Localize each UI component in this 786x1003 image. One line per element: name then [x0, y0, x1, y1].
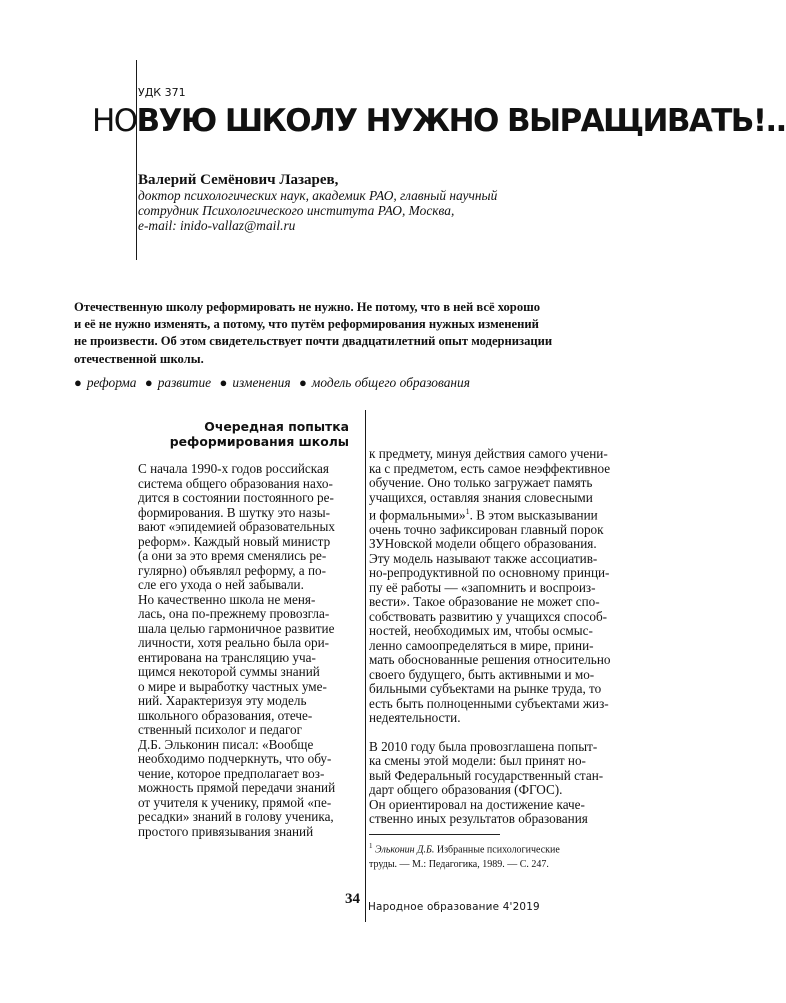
text-line: сле его ухода о ней забывали. — [138, 577, 304, 592]
text-line: к предмету, минуя действия самого учени- — [369, 446, 608, 461]
text-line: Эту модель называют также ассоциатив- — [369, 550, 598, 566]
text-line: Но качественно школа не меня- — [138, 591, 316, 607]
affiliation-line: доктор психологических наук, академик РАО, главный научный — [138, 188, 498, 203]
text-line: можность прямой передачи знаний — [138, 780, 336, 795]
footnote-ref: 1 — [465, 507, 470, 516]
keyword: модель общего образования — [311, 375, 470, 390]
text-line: ентирована на трансляцию уча- — [138, 649, 316, 665]
affiliation-line: сотрудник Психологического института РАО, Москва, — [138, 203, 455, 219]
abstract-line: не произвести. Об этом свидетельствует почти двадцатилетний опыт модернизации — [74, 334, 553, 349]
text-line: Д.Б. Эльконин писал: «Вообще — [138, 736, 314, 752]
text-line: ний. Характеризуя эту модель — [138, 693, 307, 708]
keyword: развитие — [157, 375, 212, 390]
text-line: но-репродуктивной по основному принци- — [369, 565, 610, 581]
footnote-marker: 1 — [369, 842, 373, 850]
text-line: вести». Такое образование не может спо- — [369, 594, 600, 610]
text-line: чение, которое предполагает воз- — [138, 765, 325, 781]
footnote — [369, 839, 560, 872]
text-line: ка смены этой модели: был принят но- — [369, 753, 586, 769]
text-line: пу её работы — «запомнить и воспроиз- — [369, 579, 596, 595]
title-bold-part: ВУЮ ШКОЛУ НУЖНО ВЫРАЩИВАТЬ!.. — [136, 103, 786, 139]
keywords — [74, 375, 470, 391]
article-title — [92, 103, 786, 139]
author-name: Валерий Семёнович Лазарев, — [138, 172, 339, 188]
text-line: ка с предметом, есть самое неэффективное — [369, 460, 611, 476]
footnote-line — [369, 839, 560, 858]
text-line: есть быть полноценными субъектами жиз- — [369, 695, 609, 711]
text-line: простого привязывания знаний — [138, 823, 314, 839]
author-email: e-mail: inido-vallaz@mail.ru — [138, 218, 296, 234]
footnote-author: Эльконин Д.Б. — [375, 844, 435, 856]
footnote-rule — [369, 834, 500, 835]
text-line: очень точно зафиксирован главный порок — [369, 521, 604, 537]
title-light-part: НО — [92, 103, 137, 139]
text-line: ЗУНовской модели общего образования. — [369, 536, 597, 552]
text-line: (а они за это время сменялись ре- — [138, 548, 327, 563]
text-segment: . В этом высказывании — [469, 507, 598, 523]
abstract-line: Отечественную школу реформировать не нужно. Не потому, что в ней всё хорошо — [74, 300, 541, 314]
footnote-text: Избранные психологические — [434, 844, 560, 856]
text-line: шала целью гармоничное развитие — [138, 620, 335, 636]
page-number: 34 — [345, 891, 360, 907]
footnote-line: труды. — М.: Педагогика, 1989. — С. 247. — [369, 858, 549, 870]
bullet-icon: ● — [219, 375, 228, 390]
text-line — [369, 505, 610, 523]
text-line: собствовать развитию у учащихся способ- — [369, 608, 608, 624]
text-segment: и формальными» — [369, 507, 466, 523]
text-line: щимся некоторой суммы знаний — [138, 664, 320, 679]
bullet-icon: ● — [298, 375, 307, 390]
bullet-icon: ● — [74, 375, 82, 390]
text-line: ностей, необходимых им, чтобы осмыс- — [369, 623, 593, 639]
keyword: реформа — [86, 375, 137, 390]
text-line: учащихся, оставляя знания словесными — [369, 489, 593, 505]
text-line: от учителя к ученику, прямой «пе- — [138, 794, 332, 810]
right-column — [369, 447, 610, 827]
text-line: лась, она по-прежнему провозгла- — [138, 606, 330, 621]
text-line: бильными субъектами на рынке труда, то — [369, 681, 602, 697]
text-line: В 2010 году была провозглашена попыт- — [369, 738, 598, 754]
text-line: обучение. Оно только загружает память — [369, 475, 593, 490]
column-divider-rule — [365, 410, 366, 922]
left-column — [138, 462, 335, 839]
text-line: дится в состоянии постоянного ре- — [138, 490, 334, 505]
section-heading-line: Очередная попытка — [204, 419, 349, 434]
text-line: о мире и выработку частных уме- — [138, 678, 327, 694]
text-line: С начала 1990-х годов российская — [138, 461, 329, 476]
text-line: ственный психолог и педагог — [138, 722, 303, 737]
text-line: ственно иных результатов образования — [369, 811, 588, 827]
text-line: формирования. В шутку это назы- — [138, 504, 331, 520]
text-line: гулярно) объявлял реформу, а по- — [138, 562, 326, 578]
paragraph-gap — [369, 726, 610, 740]
text-line: ресадки» знаний в голову ученика, — [138, 809, 334, 824]
author-affiliation — [138, 188, 497, 234]
text-line: необходимо подчеркнуть, что обу- — [138, 751, 332, 766]
udk-code: УДК 371 — [138, 86, 186, 99]
text-line: личности, хотя реально была ори- — [138, 635, 330, 650]
text-line: школьного образования, отече- — [138, 707, 313, 723]
text-line: вают «эпидемией образовательных — [138, 519, 335, 534]
section-heading — [170, 419, 349, 450]
text-line: ленно самоопределяться в мире, прини- — [369, 637, 594, 653]
text-line: своего будущего, быть активными и мо- — [369, 666, 595, 682]
journal-name: Народное образование 4'2019 — [368, 901, 540, 913]
section-heading-line: реформирования школы — [169, 434, 349, 450]
abstract — [74, 299, 619, 368]
keyword: изменения — [232, 375, 291, 390]
abstract-line: отечественной школы. — [74, 351, 204, 366]
text-line: система общего образования нахо- — [138, 475, 333, 491]
text-line: мать обоснованные решения относительно — [369, 652, 611, 668]
bullet-icon: ● — [144, 375, 153, 390]
text-line: Он ориентировал на достижение каче- — [369, 796, 585, 812]
text-line: реформ». Каждый новый министр — [138, 533, 331, 549]
text-line: вый Федеральный государственный стан- — [369, 767, 604, 783]
abstract-line: и её не нужно изменять, а потому, что путём реформирования нужных изменений — [74, 317, 539, 332]
text-line: недеятельности. — [369, 710, 461, 726]
left-margin-rule — [136, 60, 137, 260]
text-line: дарт общего образования (ФГОС). — [369, 782, 563, 798]
